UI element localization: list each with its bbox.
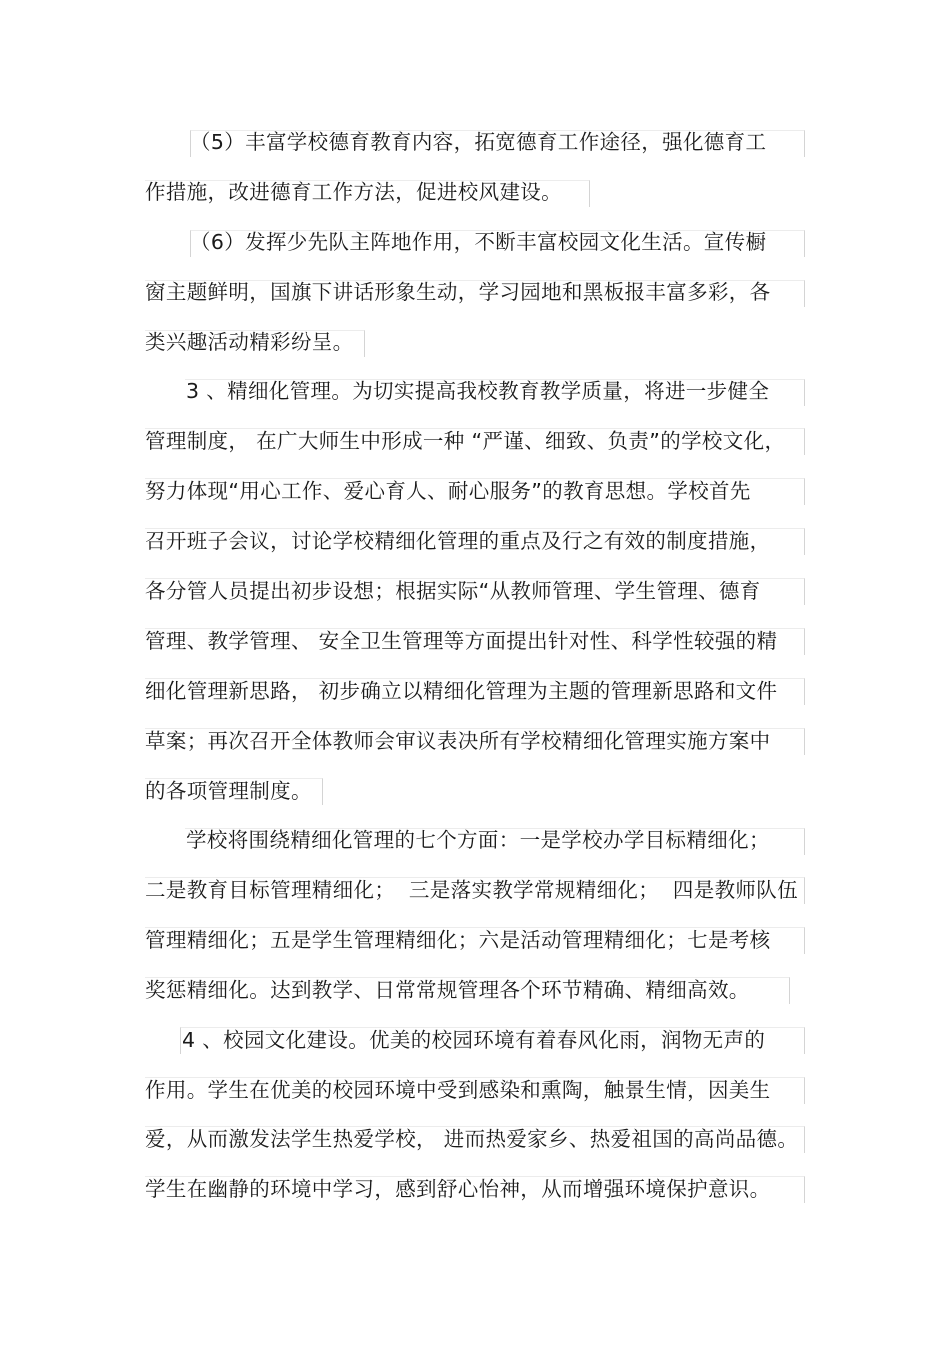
text-line: 作用。学生在优美的校园环境中受到感染和熏陶，触景生情，因美生 [145, 1078, 771, 1102]
text-line: 草案；再次召开全体教师会审议表决所有学校精细化管理实施方案中 [145, 729, 771, 753]
text-line: 召开班子会议，讨论学校精细化管理的重点及行之有效的制度措施， [145, 529, 771, 553]
text-line: 3 、精细化管理。为切实提高我校教育教学质量，将进一步健全 [186, 379, 770, 403]
text-line: 细化管理新思路， 初步确立以精细化管理为主题的管理新思路和文件 [145, 679, 778, 703]
text-line: 窗主题鲜明，国旗下讲话形象生动，学习园地和黑板报丰富多彩，各 [145, 280, 771, 304]
text-line: （5）丰富学校德育教育内容，拓宽德育工作途径，强化德育工 [190, 130, 767, 154]
text-line: 二是教育目标管理精细化； 三是落实教学常规精细化； 四是教师队伍 [145, 878, 798, 902]
text-line: 各分管人员提出初步设想；根据实际“从教师管理、学生管理、德育 [145, 579, 761, 603]
text-line: 管理制度， 在广大师生中形成一种 “严谨、细致、负责”的学校文化， [145, 429, 786, 453]
text-line: （6）发挥少先队主阵地作用，不断丰富校园文化生活。宣传橱 [190, 230, 767, 254]
text-line: 的各项管理制度。 [145, 779, 312, 803]
text-line: 爱，从而激发法学生热爱学校， 进而热爱家乡、热爱祖国的高尚品德。 [145, 1127, 799, 1151]
text-line: 管理精细化；五是学生管理精细化；六是活动管理精细化；七是考核 [145, 928, 771, 952]
text-line: 类兴趣活动精彩纷呈。 [145, 330, 354, 354]
text-line: 作措施，改进德育工作方法，促进校风建设。 [145, 180, 562, 204]
text-line: 4 、校园文化建设。优美的校园环境有着春风化雨，润物无声的 [182, 1028, 766, 1052]
text-line: 学校将围绕精细化管理的七个方面：一是学校办学目标精细化； [186, 828, 770, 852]
text-line: 学生在幽静的环境中学习，感到舒心怡神，从而增强环境保护意识。 [145, 1177, 771, 1201]
text-line: 管理、教学管理、 安全卫生管理等方面提出针对性、科学性较强的精 [145, 629, 778, 653]
text-line: 奖惩精细化。达到教学、日常常规管理各个环节精确、精细高效。 [145, 978, 750, 1002]
text-line: 努力体现“用心工作、爱心育人、耐心服务”的教育思想。学校首先 [145, 479, 751, 503]
